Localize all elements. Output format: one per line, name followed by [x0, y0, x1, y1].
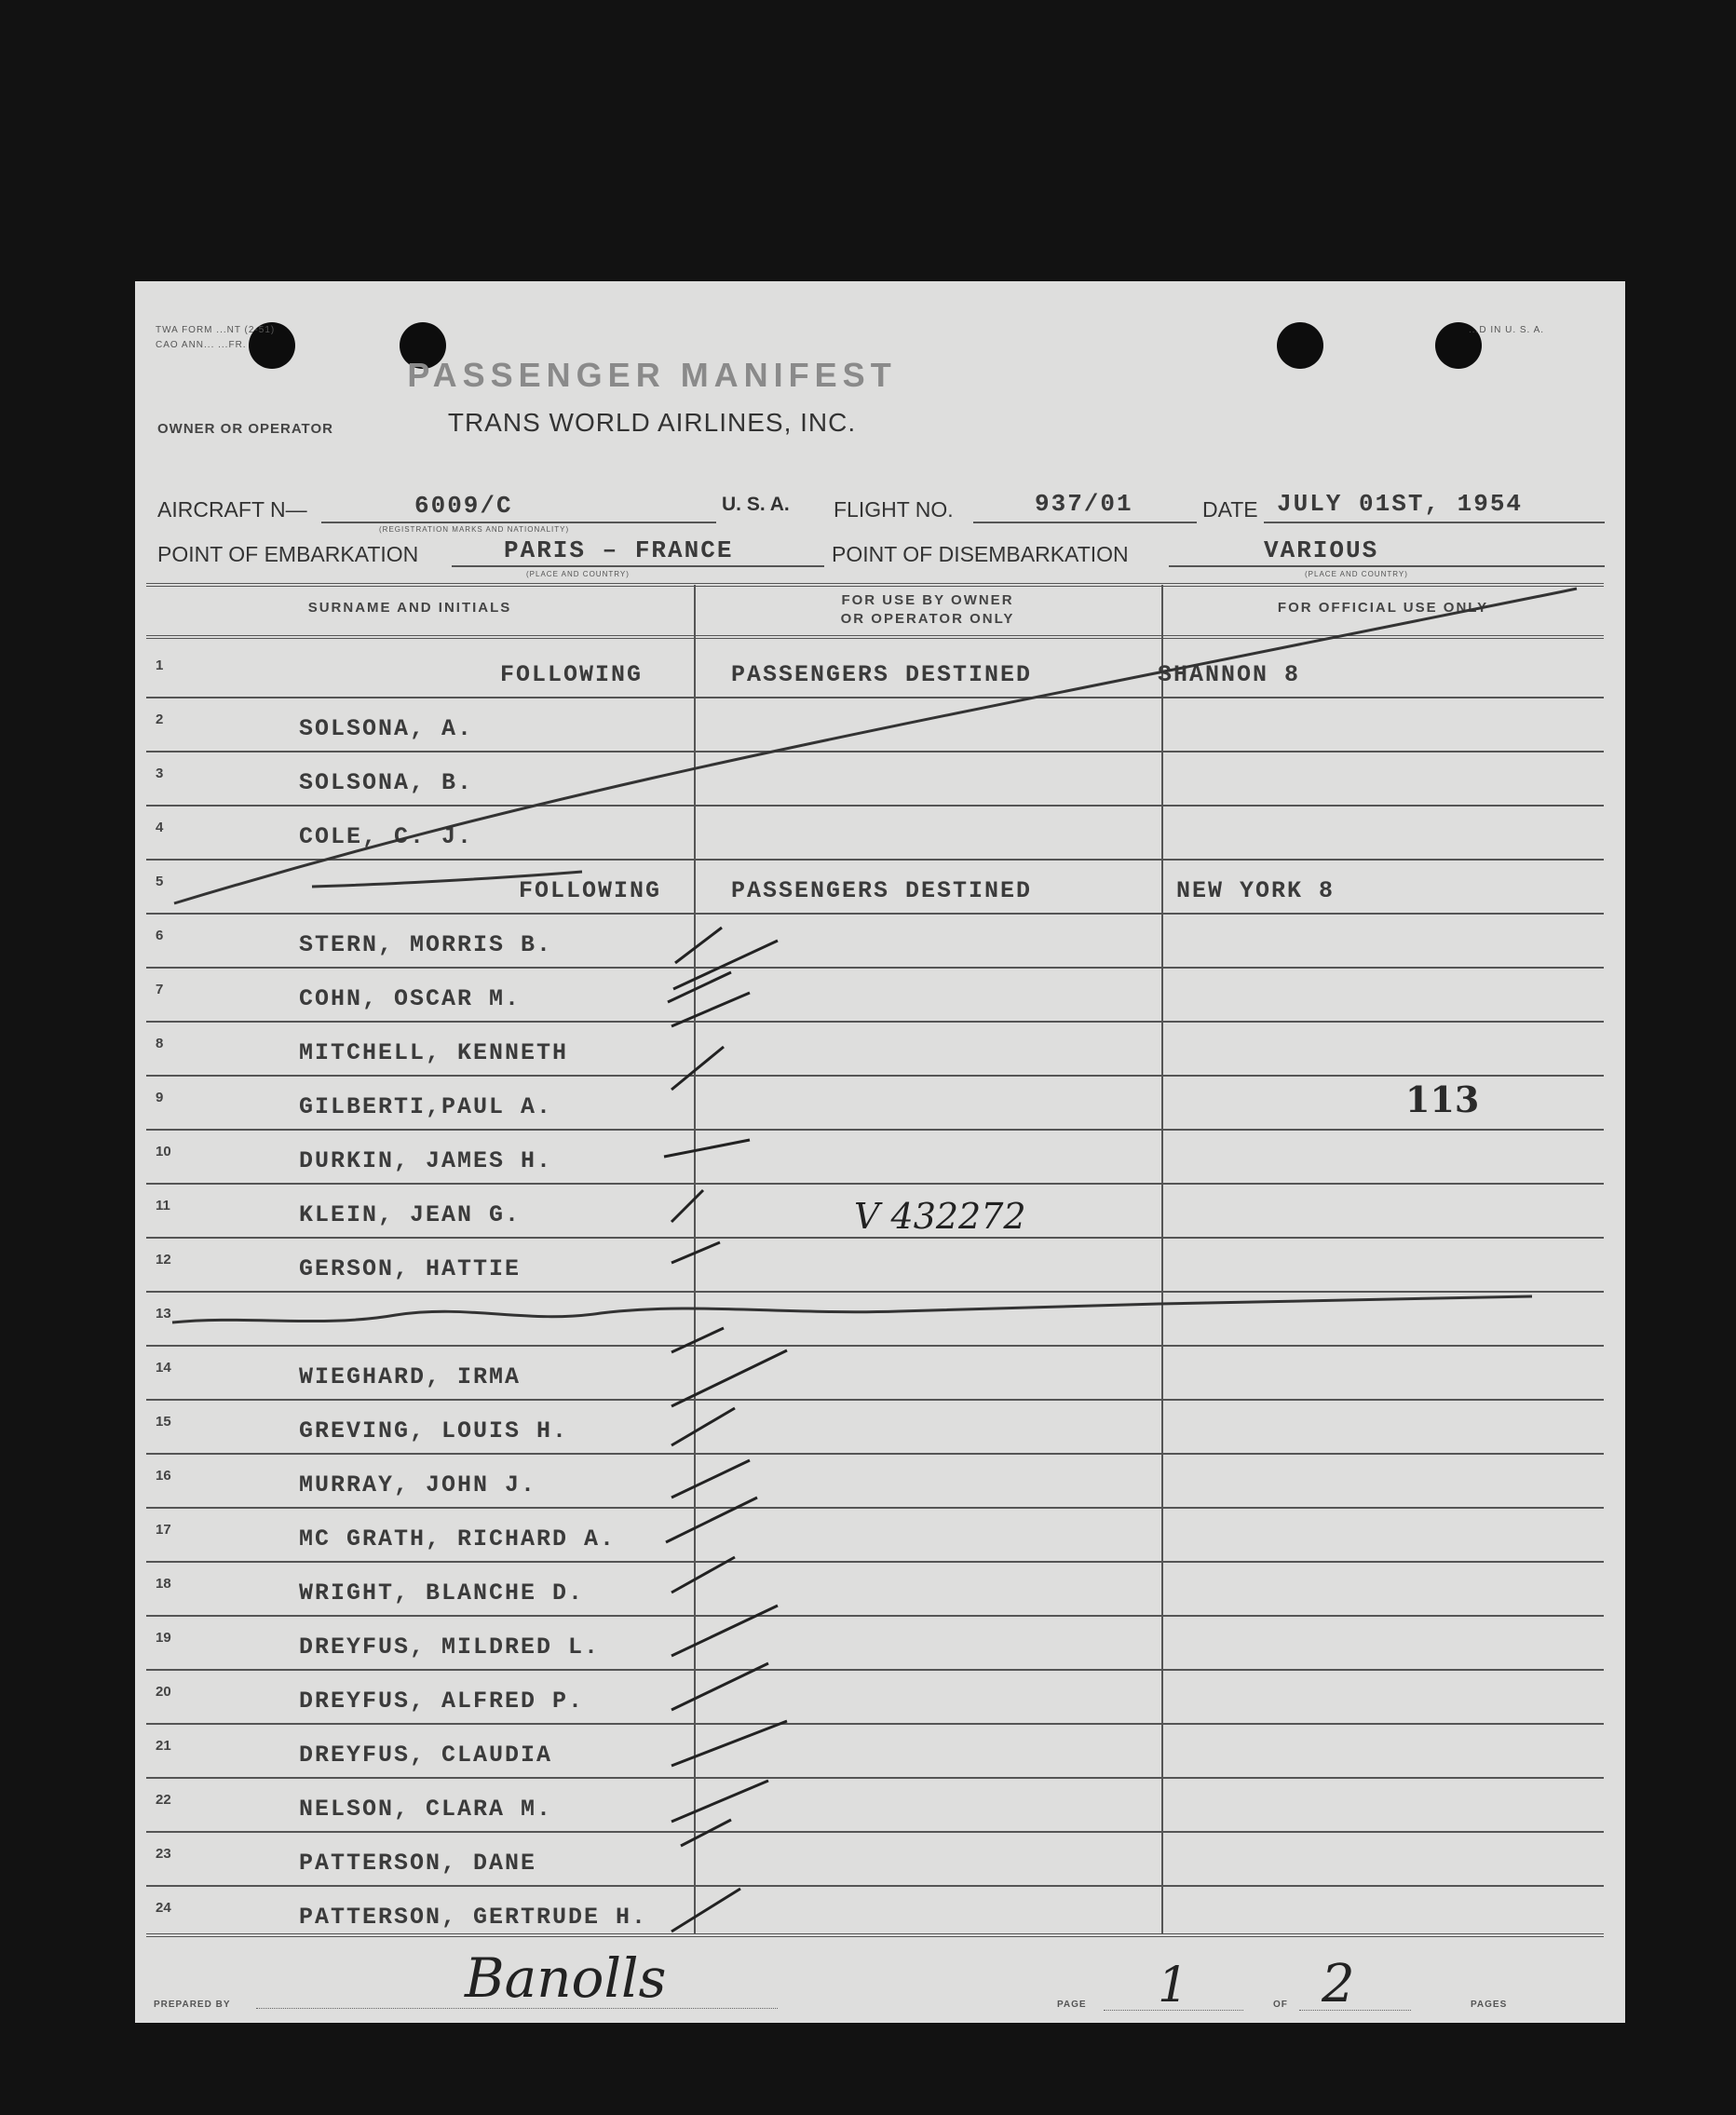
cao-reference: CAO ANN... ...FR. — [156, 340, 247, 350]
underline-cole — [312, 872, 582, 887]
passenger-name: FOLLOWING — [500, 661, 644, 688]
pen-marks — [135, 281, 1625, 2023]
row-number: 24 — [156, 1900, 171, 1916]
passenger-name: NELSON, CLARA M. — [299, 1796, 553, 1823]
disembarkation-label: POINT OF DISEMBARKATION — [832, 542, 1129, 566]
destination-note: PASSENGERS DESTINED — [731, 661, 1033, 688]
passenger-name: STERN, MORRIS B. — [299, 931, 553, 958]
row-number: 16 — [156, 1468, 171, 1484]
row-number: 22 — [156, 1792, 171, 1808]
row-number: 7 — [156, 982, 164, 997]
page-number: 1 — [1158, 1958, 1189, 2013]
passenger-name: FOLLOWING — [519, 877, 662, 904]
row-number: 20 — [156, 1684, 171, 1700]
name-column-header: SURNAME AND INITIALS — [307, 600, 512, 616]
disembarkation-note: (PLACE AND COUNTRY) — [1305, 570, 1408, 578]
embarkation-label: POINT OF EMBARKATION — [157, 542, 419, 566]
passenger-name: COHN, OSCAR M. — [299, 985, 522, 1012]
printed-note: ...D IN U. S. A. — [1469, 325, 1545, 335]
flight-label: FLIGHT NO. — [834, 497, 954, 522]
row-number: 15 — [156, 1414, 171, 1430]
disembarkation-value: VARIOUS — [1264, 536, 1379, 564]
check-marks — [664, 928, 787, 1932]
destination-note: PASSENGERS DESTINED — [731, 877, 1033, 904]
destination-city: SHANNON 8 — [1158, 661, 1301, 688]
passenger-name: KLEIN, JEAN G. — [299, 1201, 522, 1228]
flight-number-note: 113 — [1405, 1078, 1480, 1120]
passenger-name: PATTERSON, GERTRUDE H. — [299, 1904, 648, 1931]
row-number: 10 — [156, 1144, 171, 1159]
company-name: TRANS WORLD AIRLINES, INC. — [447, 408, 857, 437]
form-title: PASSENGER MANIFEST — [407, 356, 897, 394]
registration-note: (REGISTRATION MARKS AND NATIONALITY) — [379, 525, 570, 534]
owner-column-header-line2: OR OPERATOR ONLY — [840, 611, 1015, 627]
visa-number: V 432272 — [854, 1196, 1026, 1237]
passenger-name: COLE, C. J. — [299, 823, 474, 850]
pages-label: PAGES — [1471, 2000, 1508, 2010]
passenger-name: DREYFUS, CLAUDIA — [299, 1742, 553, 1769]
of-line — [1299, 2010, 1411, 2011]
passenger-name: GERSON, HATTIE — [299, 1255, 522, 1282]
owner-label: OWNER OR OPERATOR — [157, 421, 333, 437]
row-number: 23 — [156, 1846, 171, 1862]
row-number: 13 — [156, 1306, 171, 1322]
passenger-name: MC GRATH, RICHARD A. — [299, 1525, 617, 1552]
passenger-name: DURKIN, JAMES H. — [299, 1147, 553, 1174]
date-label: DATE — [1202, 497, 1258, 522]
prepared-label: PREPARED BY — [154, 2000, 231, 2010]
row-number: 6 — [156, 928, 164, 943]
row-number: 5 — [156, 874, 164, 889]
embarkation-value: PARIS – FRANCE — [504, 536, 734, 564]
row-number: 2 — [156, 712, 164, 727]
passenger-name: WRIGHT, BLANCHE D. — [299, 1579, 585, 1607]
row-number: 21 — [156, 1738, 171, 1754]
row-number: 17 — [156, 1522, 171, 1538]
manifest-form — [135, 281, 1625, 2023]
date-value: JULY 01ST, 1954 — [1277, 490, 1524, 518]
passenger-name: PATTERSON, DANE — [299, 1850, 537, 1877]
passenger-name: SOLSONA, B. — [299, 769, 474, 796]
row-number: 8 — [156, 1036, 164, 1051]
passenger-name: MITCHELL, KENNETH — [299, 1039, 569, 1066]
row-number: 1 — [156, 658, 164, 673]
row-number: 11 — [156, 1198, 170, 1213]
total-pages: 2 — [1322, 1954, 1355, 2014]
passenger-name: GREVING, LOUIS H. — [299, 1417, 569, 1444]
row-number: 12 — [156, 1252, 171, 1268]
aircraft-label: AIRCRAFT N— — [157, 497, 307, 522]
passenger-name: GILBERTI,PAUL A. — [299, 1093, 553, 1120]
passenger-name: MURRAY, JOHN J. — [299, 1471, 537, 1498]
wavy-line-row13 — [172, 1296, 1532, 1322]
row-number: 9 — [156, 1090, 164, 1105]
aircraft-value: 6009/C — [414, 492, 513, 520]
row-number: 4 — [156, 820, 164, 835]
nationality: U. S. A. — [722, 494, 790, 515]
row-number: 14 — [156, 1360, 171, 1376]
passenger-name: DREYFUS, ALFRED P. — [299, 1688, 585, 1715]
row-number: 3 — [156, 766, 164, 781]
flight-value: 937/01 — [1035, 490, 1133, 518]
passenger-name: SOLSONA, A. — [299, 715, 474, 742]
destination-city: NEW YORK 8 — [1176, 877, 1336, 904]
row-number: 18 — [156, 1576, 171, 1592]
of-label: OF — [1273, 2000, 1288, 2010]
embarkation-note: (PLACE AND COUNTRY) — [526, 570, 630, 578]
passenger-name: DREYFUS, MILDRED L. — [299, 1634, 601, 1661]
preparer-signature: Banolls — [465, 1946, 667, 2010]
strike-through-shannon-group — [174, 589, 1577, 903]
official-column-header: FOR OFFICIAL USE ONLY — [1277, 600, 1489, 616]
row-number: 19 — [156, 1630, 171, 1646]
signature-line — [256, 2008, 778, 2009]
owner-column-header-line1: FOR USE BY OWNER — [841, 592, 1014, 608]
form-number: TWA FORM ...NT (2-51) — [156, 325, 276, 335]
passenger-name: WIEGHARD, IRMA — [299, 1363, 522, 1390]
page-label: PAGE — [1057, 2000, 1087, 2010]
